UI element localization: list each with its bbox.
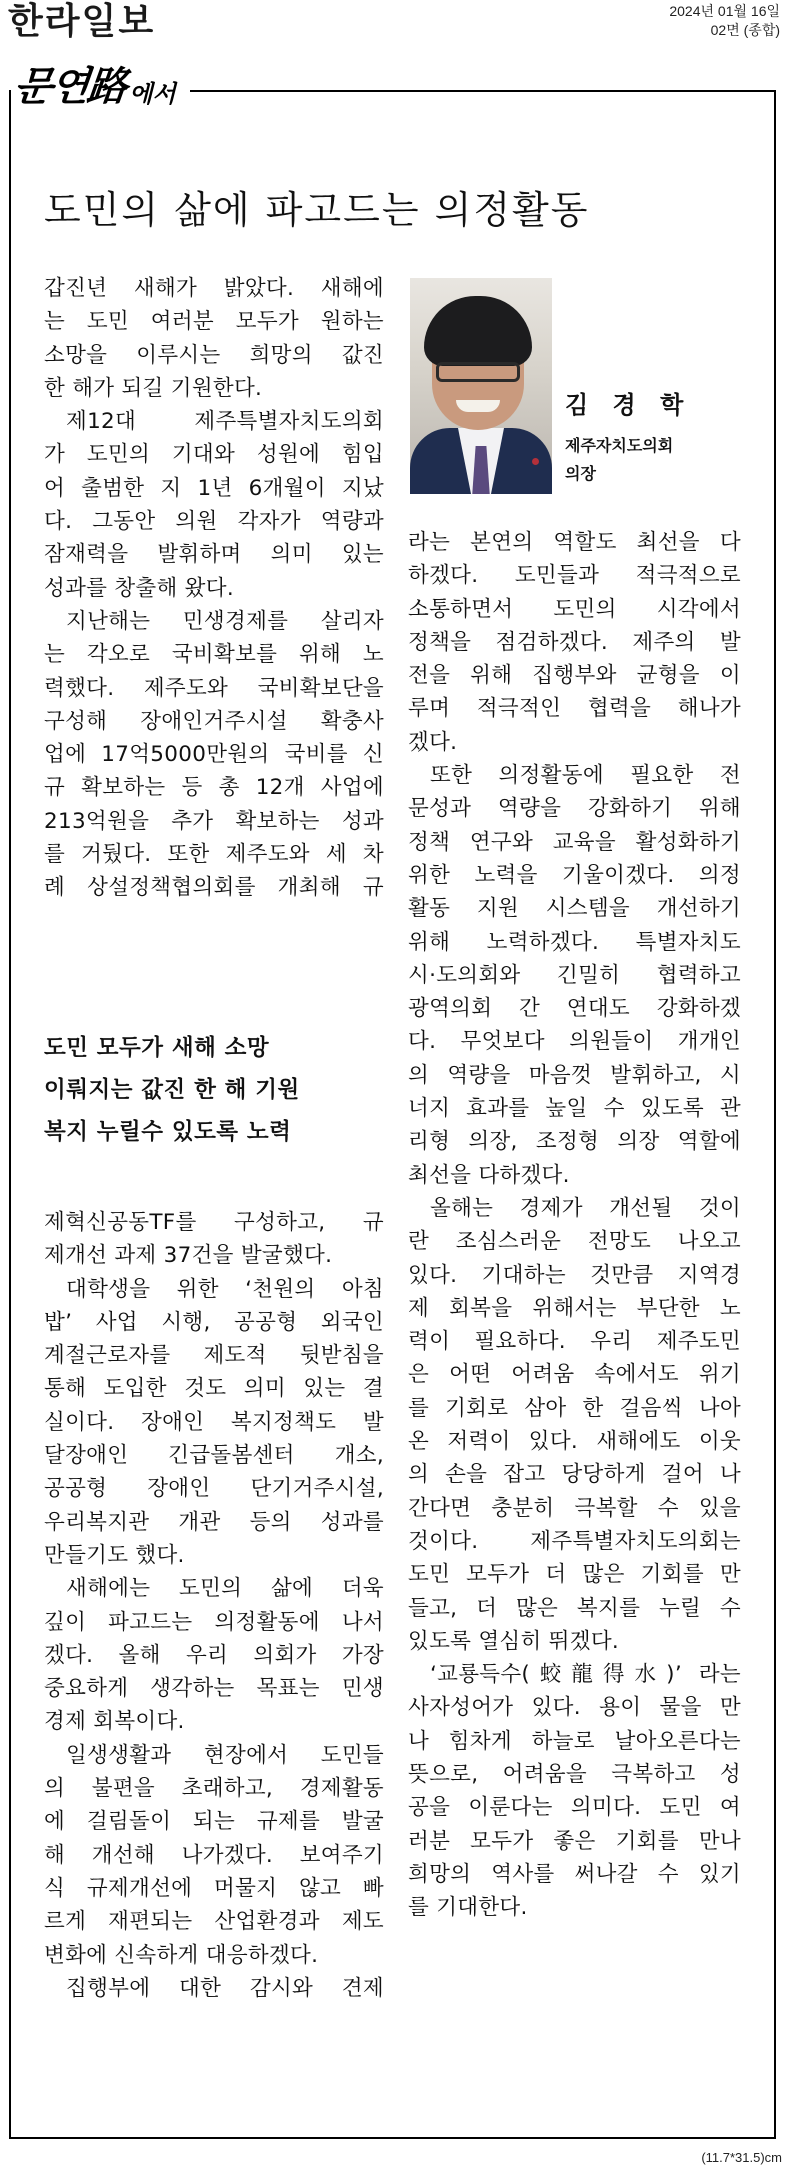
- body-text-line: 대학생을 위한 ‘천원의 아침: [66, 1276, 384, 1302]
- body-text-line: 온 저력이 있다. 새해에도 이웃: [408, 1429, 741, 1455]
- body-text-line: 력했다. 제주도와 국비확보단을: [44, 675, 384, 701]
- body-text-line: 를 기회로 삼아 한 걸음씩 나아: [408, 1395, 741, 1421]
- body-text-line: 있다. 기대하는 것만큼 지역경: [408, 1262, 741, 1288]
- body-text-line: 나 힘차게 하늘로 날아오른다는: [408, 1728, 741, 1754]
- body-text-line: 다. 무엇보다 의원들이 개개인: [408, 1029, 741, 1055]
- body-text-line: 식 규제개선에 머물지 않고 빠: [44, 1875, 384, 1901]
- body-text-line: 제혁신공동TF를 구성하고, 규: [44, 1210, 384, 1235]
- body-text-line: 제12대 제주특별자치도의회: [66, 409, 384, 435]
- body-text-line: 제개선 과제 37건을 발굴했다.: [44, 1243, 333, 1269]
- body-text-line: 경제 회복이다.: [44, 1709, 185, 1735]
- body-text-line: 루며 적극적인 협력을 해나가: [408, 696, 741, 722]
- photo-glasses: [436, 362, 520, 382]
- body-text-line: 변화에 신속하게 대응하겠다.: [44, 1942, 319, 1968]
- newspaper-masthead: 한라일보: [8, 1, 156, 42]
- page-info: 02면 (종합): [710, 22, 780, 38]
- body-text-line: 소통하면서 도민의 시각에서: [408, 596, 741, 622]
- body-text-line: 활동 지원 시스템을 개선하기: [408, 896, 741, 922]
- body-text-line: 례 상설정책협의회를 개최해 규: [44, 875, 384, 901]
- body-text-line: 공공형 장애인 단기거주시설,: [44, 1476, 384, 1502]
- body-text-line: 소망을 이루시는 희망의 값진: [44, 342, 384, 368]
- author-title: [565, 432, 673, 488]
- body-text-line: ‘교룡득수(蛟龍得水)’ 라는: [430, 1662, 741, 1688]
- author-title-line: 제주자치도의회: [565, 436, 674, 455]
- photo-lapel-pin: [532, 458, 539, 465]
- body-text-line: 의 손을 잡고 당당하게 걸어 나: [408, 1462, 741, 1488]
- body-text-line: 최선을 다하겠다.: [408, 1162, 570, 1188]
- body-text-line: 통해 도입한 것도 의미 있는 결: [44, 1376, 384, 1402]
- body-text-line: 업에 17억5000만원의 국비를 신: [44, 742, 384, 768]
- body-text-line: 어 출범한 지 1년 6개월이 지났: [44, 475, 384, 501]
- body-text-line: 겠다. 올해 우리 의회가 가장: [44, 1642, 384, 1668]
- body-text-line: 계절근로자를 제도적 뒷받침을: [44, 1343, 384, 1369]
- body-text-line: 잠재력을 발휘하며 의미 있는: [44, 542, 384, 568]
- body-text-line: 란 조심스러운 전망도 나오고: [408, 1229, 741, 1255]
- body-text-line: 너지 효과를 높일 수 있도록 관: [408, 1096, 741, 1122]
- article-frame-top-rule: [190, 90, 776, 92]
- body-text-line: 겠다.: [408, 729, 458, 755]
- body-text-line: 정책을 점검하겠다. 제주의 발: [408, 629, 741, 655]
- body-text-line: 것이다. 제주특별자치도의회는: [408, 1528, 741, 1554]
- body-text-line: 우리복지관 개관 등의 성과를: [44, 1509, 384, 1535]
- body-text-line: 뜻으로, 어려움을 극복하고 성: [408, 1761, 741, 1787]
- body-text-line: 해 개선해 나가겠다. 보여주기: [44, 1842, 384, 1868]
- body-text-line: 는 도민 여러분 모두가 원하는: [44, 309, 384, 335]
- subheading-line: 도민 모두가 새해 소망: [44, 1035, 270, 1061]
- body-text-line: 광역의회 간 연대도 강화하겠: [408, 996, 741, 1022]
- author-title-line: 의장: [565, 464, 596, 483]
- body-text-line: 213억원을 추가 확보하는 성과: [44, 808, 384, 834]
- body-text-line: 은 어떤 어려움 속에서도 위기: [408, 1362, 741, 1388]
- body-text-line: 사자성어가 있다. 용이 물을 만: [408, 1695, 741, 1721]
- body-text-line: 밥’ 사업 시행, 공공형 외국인: [44, 1309, 384, 1335]
- photo-smile: [456, 400, 500, 412]
- photo-hair: [424, 296, 532, 366]
- section-logo-suffix: 에서: [129, 80, 176, 108]
- section-logo-main: 문연路: [11, 63, 128, 110]
- body-text-line: 제 회복을 위해서는 부단한 노: [408, 1295, 741, 1321]
- body-text-line: 시·도의회와 긴밀히 협력하고: [408, 962, 741, 988]
- body-text-line: 위한 노력을 기울이겠다. 의정: [408, 862, 741, 888]
- body-text-line: 지난해는 민생경제를 살리자: [66, 608, 384, 634]
- subheading-line: 이뤄지는 값진 한 해 기원: [44, 1077, 300, 1103]
- body-text-line: 일생생활과 현장에서 도민들: [66, 1742, 384, 1768]
- author-name: 김 경 학: [565, 391, 692, 419]
- body-text-line: 성과를 창출해 왔다.: [44, 575, 234, 601]
- dateline: [669, 2, 780, 40]
- article-headline: 도민의 삶에 파고드는 의정활동: [44, 188, 590, 233]
- article-left-column-bottom: [44, 1206, 384, 2005]
- body-text-line: 라는 본연의 역할도 최선을 다: [408, 530, 741, 555]
- body-text-line: 러분 모두가 좋은 기회를 만나: [408, 1828, 741, 1854]
- body-text-line: 전을 위해 집행부와 균형을 이: [408, 663, 741, 689]
- body-text-line: 공을 이룬다는 의미다. 도민 여: [408, 1795, 741, 1821]
- issue-date: 2024년 01월 16일: [669, 3, 780, 19]
- body-text-line: 를 거뒀다. 또한 제주도와 세 차: [44, 842, 384, 868]
- article-left-column-top: [44, 272, 384, 905]
- body-text-line: 다. 그동안 의원 각자가 역량과: [44, 509, 384, 535]
- body-text-line: 들고, 더 많은 복지를 누릴 수: [408, 1595, 741, 1621]
- body-text-line: 르게 재편되는 산업환경과 제도: [44, 1909, 384, 1935]
- body-text-line: 의 역량을 마음껏 발휘하고, 시: [408, 1062, 741, 1088]
- article-right-column: [408, 526, 741, 1924]
- body-text-line: 실이다. 장애인 복지정책도 발: [44, 1409, 384, 1435]
- subheading-line: 복지 누릴수 있도록 노력: [44, 1119, 292, 1145]
- body-text-line: 중요하게 생각하는 목표는 민생: [44, 1676, 384, 1702]
- body-text-line: 가 도민의 기대와 성원에 힘입: [44, 442, 384, 468]
- body-text-line: 하겠다. 도민들과 적극적으로: [408, 563, 741, 589]
- body-text-line: 에 걸림돌이 되는 규제를 발굴: [44, 1809, 384, 1835]
- body-text-line: 만들기도 했다.: [44, 1542, 185, 1568]
- body-text-line: 간다면 충분히 극복할 수 있을: [408, 1495, 741, 1521]
- body-text-line: 달장애인 긴급돌봄센터 개소,: [44, 1443, 384, 1469]
- article-subheading: [44, 1027, 384, 1153]
- body-text-line: 정책 연구와 교육을 활성화하기: [408, 829, 741, 855]
- body-text-line: 희망의 역사를 써나갈 수 있기: [408, 1861, 741, 1887]
- body-text-line: 올해는 경제가 개선될 것이: [430, 1195, 741, 1221]
- body-text-line: 리형 의장, 조정형 의장 역할에: [408, 1129, 741, 1155]
- author-photo: [410, 278, 552, 494]
- body-text-line: 위해 노력하겠다. 특별자치도: [408, 929, 741, 955]
- body-text-line: 새해에는 도민의 삶에 더욱: [66, 1576, 384, 1602]
- body-text-line: 는 각오로 국비확보를 위해 노: [44, 642, 384, 668]
- body-text-line: 를 기대한다.: [408, 1895, 528, 1921]
- body-text-line: 의 불편을 초래하고, 경제활동: [44, 1776, 384, 1802]
- body-text-line: 집행부에 대한 감시와 견제: [66, 1975, 384, 2001]
- body-text-line: 갑진년 새해가 밝았다. 새해에: [44, 276, 384, 301]
- article-size-note: (11.7*31.5)cm: [701, 2150, 782, 2165]
- body-text-line: 력이 필요하다. 우리 제주도민: [408, 1329, 741, 1355]
- body-text-line: 문성과 역량을 강화하기 위해: [408, 796, 741, 822]
- body-text-line: 한 해가 되길 기원한다.: [44, 375, 263, 401]
- body-text-line: 있도록 열심히 뛰겠다.: [408, 1628, 620, 1654]
- body-text-line: 구성해 장애인거주시설 확충사: [44, 708, 384, 734]
- body-text-line: 도민 모두가 더 많은 기회를 만: [408, 1562, 741, 1588]
- body-text-line: 규 확보하는 등 총 12개 사업에: [44, 775, 384, 801]
- body-text-line: 깊이 파고드는 의정활동에 나서: [44, 1609, 384, 1635]
- body-text-line: 또한 의정활동에 필요한 전: [430, 763, 741, 789]
